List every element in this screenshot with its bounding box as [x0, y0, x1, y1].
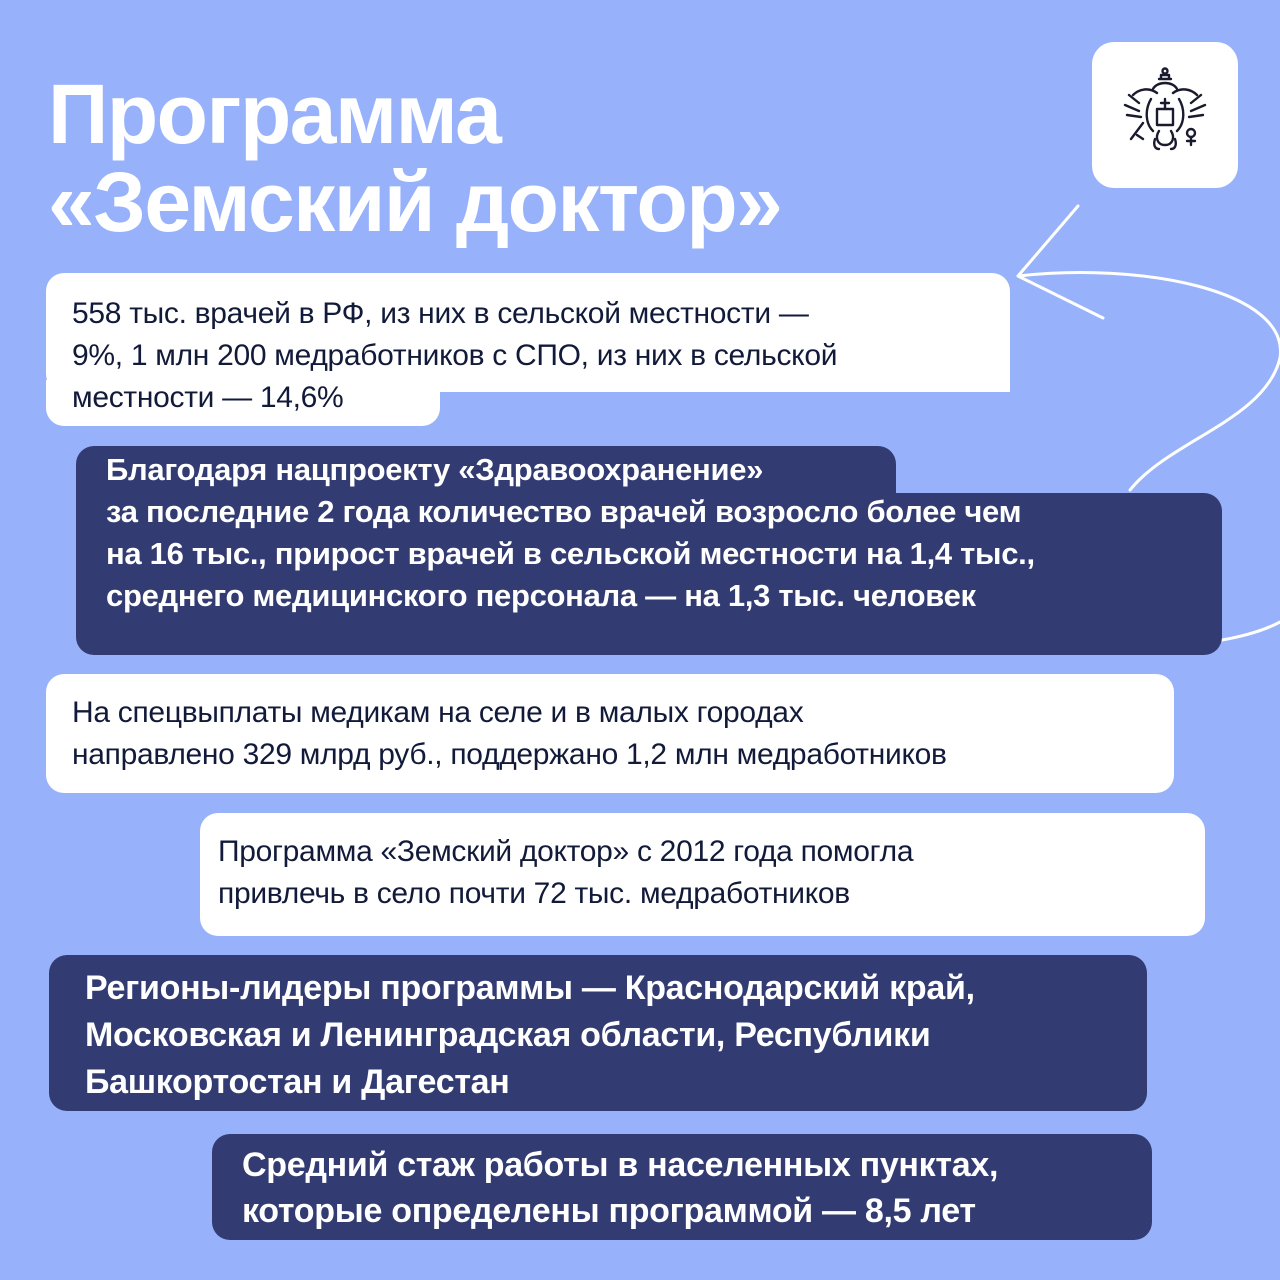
card-text-line: местности — 14,6% — [72, 381, 344, 414]
card-text-line: 9%, 1 млн 200 медработников с СПО, из них в сельской — [72, 339, 838, 372]
stat-card-special-payments — [46, 674, 1174, 793]
card-text-line: среднего медицинского персонала — на 1,3 тыс. человек — [106, 578, 976, 613]
stat-card-program-since-2012 — [200, 813, 1205, 936]
title-line-1: Программа — [48, 67, 501, 161]
coat-of-arms-eagle-logo — [1115, 65, 1215, 165]
card-text-line: Башкортостан и Дагестан — [85, 1063, 510, 1101]
stat-card-natsproekt — [76, 452, 1222, 655]
stat-card-leading-regions — [49, 955, 1147, 1111]
stat-card-average-tenure — [212, 1134, 1152, 1240]
card-text-line: Московская и Ленинградская области, Республики — [85, 1016, 931, 1054]
card-text-line: которые определены программой — 8,5 лет — [242, 1192, 976, 1230]
card-text-line: 558 тыс. врачей в РФ, из них в сельской местности — — [72, 297, 809, 330]
card-text-line: Регионы-лидеры программы — Краснодарский край, — [85, 969, 975, 1007]
card-text-line: на 16 тыс., прирост врачей в сельской местности на 1,4 тыс., — [106, 536, 1035, 571]
stat-card-doctors-rural — [46, 273, 1010, 414]
card-text-line: привлечь в село почти 72 тыс. медработников — [218, 877, 850, 910]
card-text-line: Благодаря нацпроекту «Здравоохранение» — [106, 452, 764, 487]
title-line-2: «Земский доктор» — [48, 155, 782, 249]
logo-badge — [1092, 42, 1238, 188]
card-text-line: Средний стаж работы в населенных пунктах, — [242, 1146, 999, 1184]
card-text-line: Программа «Земский доктор» с 2012 года помогла — [218, 835, 914, 868]
card-text-line: направлено 329 млрд руб., поддержано 1,2 млн медработников — [72, 738, 947, 771]
page-title — [48, 67, 782, 249]
card-text-line: На спецвыплаты медикам на селе и в малых городах — [72, 696, 804, 729]
card-text-line: за последние 2 года количество врачей возросло более чем — [106, 494, 1022, 529]
